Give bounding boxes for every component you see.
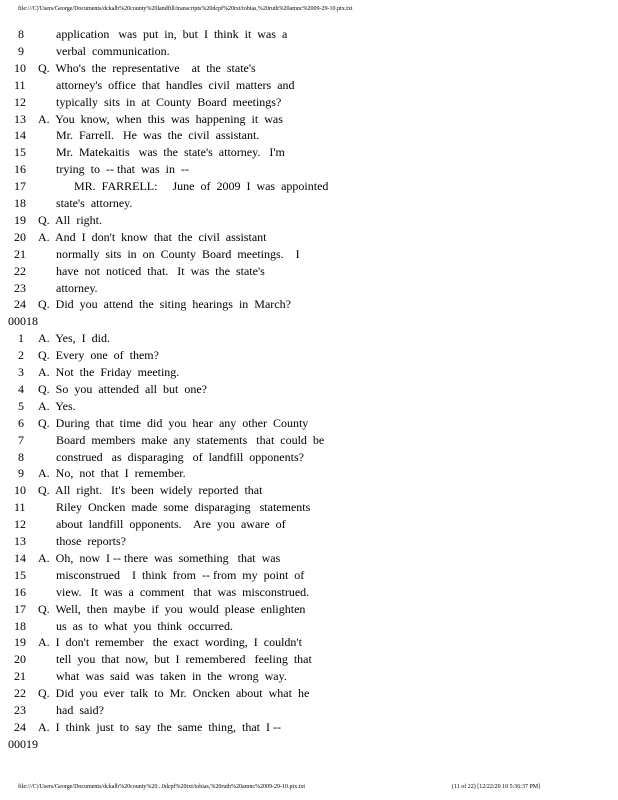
line-number: 15 <box>14 567 26 582</box>
transcript-line <box>0 297 618 311</box>
transcript-line <box>0 230 618 244</box>
line-number: 11 <box>14 500 26 515</box>
line-number: 16 <box>14 584 26 599</box>
transcript-line <box>0 95 618 109</box>
line-text: Q. Did you ever talk to Mr. Oncken about what he <box>38 686 310 701</box>
line-number: 19 <box>14 212 26 227</box>
line-number: 18 <box>14 618 26 633</box>
line-text: about landfill opponents. Are you aware of <box>56 517 286 532</box>
line-text: misconstrued I think from -- from my point of <box>56 567 305 582</box>
line-text: A. Not the Friday meeting. <box>38 365 180 379</box>
line-text: state's attorney. <box>56 196 133 210</box>
transcript-line <box>0 399 618 413</box>
line-number: 6 <box>18 415 24 430</box>
transcript-line <box>0 483 618 497</box>
line-number: 10 <box>14 483 26 498</box>
line-text: typically sits in at County Board meetings? <box>56 94 282 109</box>
line-text: A. Oh, now I -- there was something that was <box>38 550 281 565</box>
line-text: Q. Did you attend the siting hearings in March? <box>38 297 291 312</box>
line-text: application was put in, but I think it was a <box>56 27 288 41</box>
line-text: A. No, not that I remember. <box>38 466 186 481</box>
line-number: 21 <box>14 669 26 684</box>
line-number: 13 <box>14 534 26 548</box>
transcript-line <box>0 264 618 278</box>
transcript-line <box>0 382 618 396</box>
line-text: attorney's office that handles civil matters and <box>56 77 295 92</box>
line-number: 2 <box>18 348 24 363</box>
transcript-line <box>0 619 618 633</box>
line-number: 8 <box>18 449 24 464</box>
footer-file-path: file:///C|/Users/George/Documents/dckalb%20county%20...0dcpf%20txt/tobias,%20ruth%20amnc%2009-29-10.ptx.txt <box>18 784 306 790</box>
page-marker: 00019 <box>8 736 38 751</box>
line-number: 12 <box>14 517 26 532</box>
line-number: 14 <box>14 550 26 565</box>
line-text: Mr. Matekaitis was the state's attorney. I'm <box>56 145 285 160</box>
line-text: Q. All right. It's been widely reported that <box>38 483 263 498</box>
line-text: A. Yes, I did. <box>38 331 111 346</box>
line-number: 18 <box>14 196 26 210</box>
line-text: Q. So you attended all but one? <box>38 381 207 396</box>
transcript-line <box>0 281 618 295</box>
line-text: us as to what you think occurred. <box>56 618 233 633</box>
transcript-line <box>0 128 618 142</box>
transcript-line <box>0 686 618 700</box>
line-number: 3 <box>18 365 24 379</box>
line-number: 22 <box>14 686 26 701</box>
transcript-line <box>0 112 618 126</box>
transcript-line <box>0 466 618 480</box>
line-text: normally sits in on County Board meetings. I <box>56 246 300 261</box>
line-text: A. I think just to say the same thing, that I -- <box>38 719 281 734</box>
line-text: attorney. <box>56 280 98 295</box>
line-number: 9 <box>18 466 24 481</box>
line-text: A. I don't remember the exact wording, I couldn't <box>38 635 302 650</box>
transcript-line <box>0 720 618 734</box>
transcript-line <box>0 585 618 599</box>
line-text: Riley Oncken made some disparaging statements <box>56 500 311 515</box>
line-number: 20 <box>14 229 26 244</box>
line-number: 19 <box>14 635 26 650</box>
transcript-line <box>0 517 618 531</box>
line-number: 14 <box>14 128 26 143</box>
transcript-line <box>0 534 618 548</box>
line-text: Mr. Farrell. He was the civil assistant. <box>56 128 260 143</box>
line-number: 13 <box>14 111 26 126</box>
transcript-line <box>0 78 618 92</box>
transcript-line <box>0 331 618 345</box>
line-number: 16 <box>14 162 26 177</box>
line-number: 17 <box>14 179 26 194</box>
transcript-line <box>0 635 618 649</box>
line-number: 10 <box>14 60 26 75</box>
line-text: Q. All right. <box>38 212 103 227</box>
transcript-line <box>0 247 618 261</box>
transcript-line <box>0 703 618 717</box>
line-text: those reports? <box>56 534 126 548</box>
line-text: trying to -- that was in -- <box>56 162 189 177</box>
file-path-header: file:///C|/Users/George/Documents/dckalb%20county%20landfill/transcripts%20dcpf%20txt/tobias,%20ruth%20amnc%2009-29-10.ptx.txt <box>18 6 353 12</box>
line-number: 22 <box>14 263 26 278</box>
transcript-line <box>0 213 618 227</box>
transcript-line <box>0 27 618 41</box>
line-text: Q. Every one of them? <box>38 348 159 363</box>
transcript-line <box>0 196 618 210</box>
line-text: MR. FARRELL: June of 2009 I was appointed <box>74 179 329 194</box>
page-marker: 00018 <box>8 314 38 329</box>
line-text: Q. During that time did you hear any other County <box>38 415 309 430</box>
line-text: Board members make any statements that could be <box>56 432 325 447</box>
line-number: 23 <box>14 280 26 295</box>
line-text: A. You know, when this was happening it was <box>38 111 283 126</box>
line-text: what was said was taken in the wrong way. <box>56 669 287 684</box>
transcript-line <box>0 568 618 582</box>
line-text: tell you that now, but I remembered feeling that <box>56 652 312 667</box>
transcript-line <box>0 145 618 159</box>
line-text: verbal communication. <box>56 43 170 58</box>
line-number: 4 <box>18 381 24 396</box>
line-number: 7 <box>18 432 24 447</box>
transcript-line <box>0 433 618 447</box>
line-number: 9 <box>18 43 24 58</box>
line-text: A. And I don't know that the civil assistant <box>38 229 267 244</box>
line-number: 21 <box>14 246 26 261</box>
transcript-line <box>0 551 618 565</box>
line-text: view. It was a comment that was misconstrued. <box>56 584 310 599</box>
line-number: 12 <box>14 94 26 109</box>
line-text: Q. Who's the representative at the state's <box>38 60 256 75</box>
footer-page-info: (11 of 22) [12/22/20 10 5:36:37 PM] <box>452 784 541 790</box>
line-number: 15 <box>14 145 26 160</box>
line-text: A. Yes. <box>38 398 76 413</box>
transcript-line <box>0 348 618 362</box>
line-number: 23 <box>14 703 26 717</box>
transcript-line <box>0 669 618 683</box>
transcript-line <box>0 162 618 176</box>
transcript-line <box>0 450 618 464</box>
transcript-line <box>0 602 618 616</box>
line-number: 24 <box>14 297 26 312</box>
line-text: have not noticed that. It was the state's <box>56 263 265 278</box>
line-text: Q. Well, then maybe if you would please enlighten <box>38 601 306 616</box>
line-number: 11 <box>14 77 26 92</box>
transcript-line <box>0 44 618 58</box>
line-number: 5 <box>18 398 24 413</box>
line-text: had said? <box>56 703 104 717</box>
line-number: 1 <box>18 331 24 346</box>
line-number: 8 <box>18 27 24 41</box>
line-text: construed as disparaging of landfill opponents? <box>56 449 304 464</box>
transcript-line <box>0 179 618 193</box>
line-number: 24 <box>14 719 26 734</box>
line-number: 20 <box>14 652 26 667</box>
line-number: 17 <box>14 601 26 616</box>
transcript-line <box>0 416 618 430</box>
transcript-line <box>0 61 618 75</box>
transcript-line <box>0 500 618 514</box>
transcript-line <box>0 652 618 666</box>
transcript-line <box>0 365 618 379</box>
